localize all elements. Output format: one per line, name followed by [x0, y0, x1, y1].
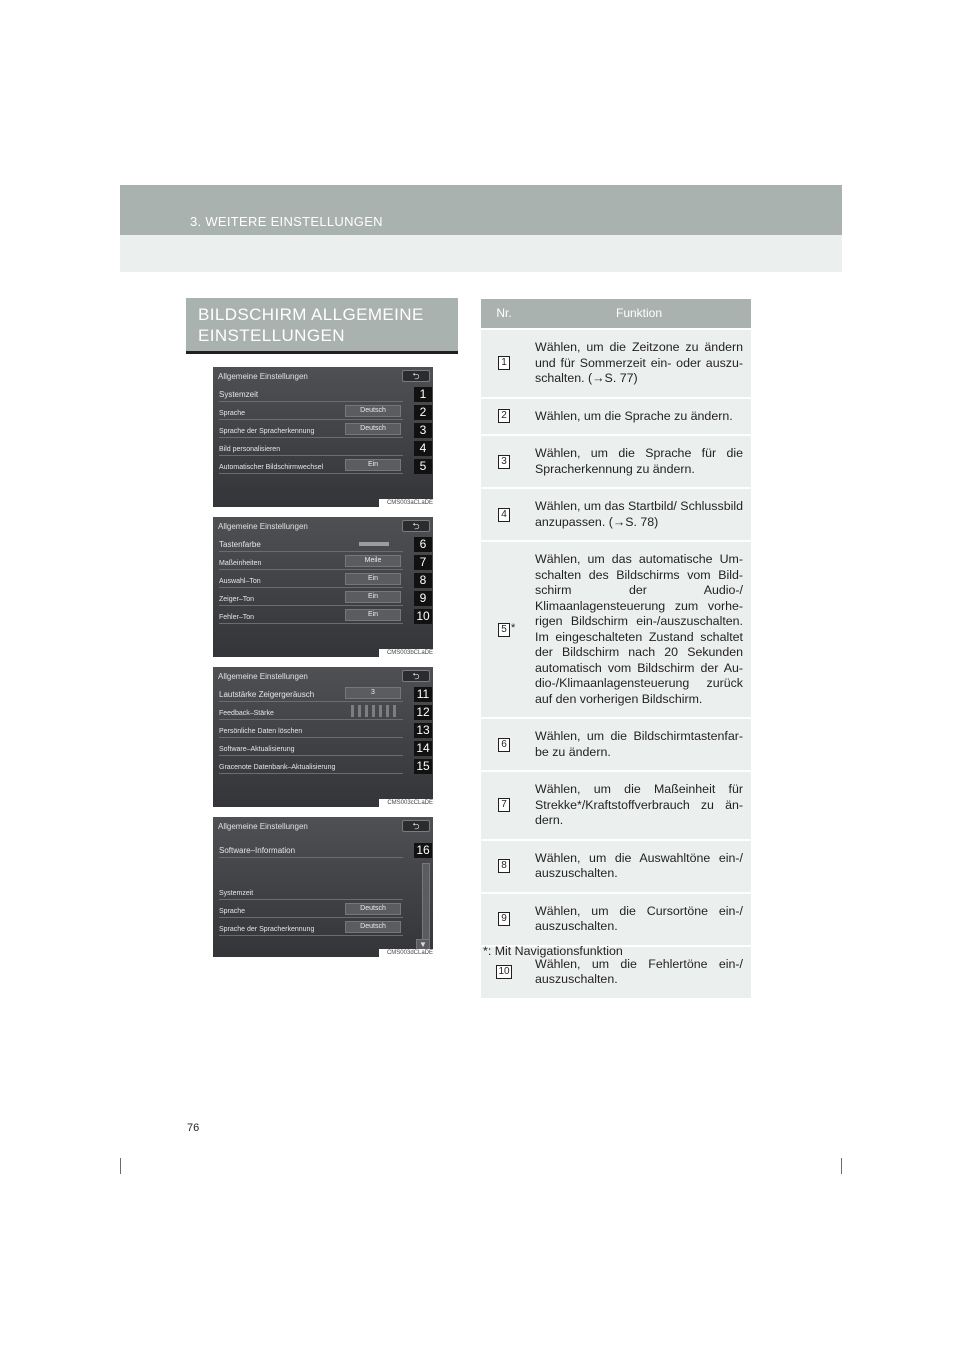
section-heading [186, 298, 458, 354]
function-description: Wählen, um die Cursortöne ein-/ auszuschalten. [535, 903, 743, 933]
screen-row-label: Auswahl–Ton [219, 578, 261, 585]
screen-row-value: Deutsch [345, 423, 401, 435]
section-title-line1: BILDSCHIRM ALLGEMEINE [198, 305, 424, 324]
function-description: Wählen, um die Maßeinheit für Strekke*/Kraftstoffverbrauch zu än-dern. [535, 782, 743, 827]
callout-number: 10 [414, 609, 432, 624]
table-body [481, 328, 751, 998]
screen-row-label: Sprache der Spracherkennung [219, 926, 315, 933]
image-code: CMS003cCLaDE [379, 799, 433, 807]
screen-row [219, 589, 403, 606]
image-code: CMS003aCLaDE [379, 499, 433, 507]
screen-row [219, 721, 403, 738]
footnote: *: Mit Navigationsfunktion [483, 944, 623, 958]
screen-row [219, 757, 403, 774]
screen-row-label: Sprache [219, 908, 246, 915]
image-code: CMS003bCLaDE [379, 649, 433, 657]
screen-row-value: Ein [345, 591, 401, 603]
row-number-cell [481, 399, 527, 435]
screen-row [219, 553, 403, 570]
function-description: Wählen, um das automatische Um-schalten des Bildschirms vom Bild-schirm der Audio-/ Klimaanlagensteuerung zum vorhe-rigen Bildschirm ein-/auszuschalten. Im eingeschalteten Zustand schaltet der Bildschirm nach 20 Sekunden automatisch vom Bildschirm der Au-dio-/Klimaanlagensteuerung zurück auf den vorherigen Bildschirm. [535, 552, 743, 706]
image-code: CMS003dCLaDE [379, 949, 433, 957]
callout-number: 12 [414, 705, 432, 720]
screen-row-value: Deutsch [345, 921, 401, 933]
back-icon: ⮌ [402, 370, 430, 382]
screen-row [219, 403, 403, 420]
callout-number: 4 [414, 441, 432, 456]
callout-number: 9 [414, 591, 432, 606]
screen-row-value: Deutsch [345, 405, 401, 417]
section-title-line2: EINSTELLUNGEN [198, 326, 345, 345]
function-description: Wählen, um die Sprache zu ändern. [535, 408, 733, 423]
callout-number: 13 [414, 723, 432, 738]
screen-row-label: Fehler–Ton [219, 614, 255, 621]
screen-row [219, 901, 403, 918]
callout-number-badge: 10 [498, 966, 510, 977]
row-number-cell [481, 542, 527, 717]
screen-title: Allgemeine Einstellungen [218, 822, 308, 831]
callout-number-badge: 9 [498, 912, 510, 926]
screen-row-label: Maßeinheiten [219, 560, 262, 567]
back-icon: ⮌ [402, 520, 430, 532]
screen-row [219, 883, 403, 900]
settings-screenshot [213, 667, 433, 807]
screen-row-label: Lautstärke Zeigergeräusch [219, 690, 315, 699]
callout-number-badge: 7 [498, 798, 510, 812]
screen-row [219, 385, 403, 402]
settings-screenshot [213, 517, 433, 657]
table-row [481, 770, 751, 839]
row-number-cell [481, 436, 527, 487]
screen-title: Allgemeine Einstellungen [218, 372, 308, 381]
screen-row [219, 421, 403, 438]
screen-row-label: Systemzeit [219, 390, 259, 399]
screen-row-value: Ein [345, 573, 401, 585]
screen-row [219, 571, 403, 588]
callout-number-badge: 8 [498, 859, 510, 873]
callout-number: 16 [414, 843, 432, 858]
screen-row-label: Tastenfarbe [219, 540, 261, 549]
scroll-down-icon: ▼ [416, 939, 430, 951]
page-number: 76 [187, 1122, 200, 1134]
row-number-cell [481, 772, 527, 839]
table-row [481, 717, 751, 770]
callout-number-badge: 1 [498, 356, 510, 370]
color-swatch [359, 542, 389, 546]
back-icon: ⮌ [402, 670, 430, 682]
callout-number: 6 [414, 537, 432, 552]
screen-row-value: Ein [345, 609, 401, 621]
screen-row [219, 535, 403, 552]
row-number-cell [481, 841, 527, 892]
screen-row [219, 739, 403, 756]
screen-row [219, 457, 403, 474]
table-row [481, 892, 751, 945]
callout-number: 14 [414, 741, 432, 756]
callout-number: 2 [414, 405, 432, 420]
screen-row-label: Sprache der Spracherkennung [219, 428, 315, 435]
screen-row-label: Zeiger–Ton [219, 596, 255, 603]
screen-row-value: Meile [345, 555, 401, 567]
screen-row-label: Bild personalisieren [219, 446, 281, 453]
footnote-marker: * [511, 621, 516, 634]
back-icon: ⮌ [402, 820, 430, 832]
screen-row-value: Ein [345, 459, 401, 471]
table-row [481, 540, 751, 717]
callout-number-badge: 3 [498, 455, 510, 469]
callout-number: 5 [414, 459, 432, 474]
callout-number: 3 [414, 423, 432, 438]
screen-row-label: Automatischer Bildschirmwechsel [219, 464, 324, 471]
screen-row [219, 841, 403, 858]
table-row [481, 839, 751, 892]
screen-title: Allgemeine Einstellungen [218, 672, 308, 681]
screen-row-label: Software–Aktualisierung [219, 746, 295, 753]
row-number-cell [481, 330, 527, 397]
screen-row-label: Feedback–Stärke [219, 710, 274, 717]
callout-number: 11 [414, 687, 432, 702]
function-table [481, 299, 751, 998]
function-description: Wählen, um die Zeitzone zu ändern und für Sommerzeit ein- oder auszu-schalten. (→S. 77) [535, 340, 743, 385]
function-description: Wählen, um die Fehlertöne ein-/ auszuschalten. [535, 956, 743, 986]
screen-row [219, 685, 403, 702]
screen-row-label: Gracenote Datenbank–Aktualisierung [219, 764, 336, 771]
callout-number-badge: 2 [498, 409, 510, 423]
screen-row [219, 919, 403, 936]
settings-screenshot [213, 367, 433, 507]
function-description: Wählen, um das Startbild/ Schlussbild anzupassen. (→S. 78) [535, 499, 743, 529]
screen-row [219, 439, 403, 456]
settings-screenshot [213, 817, 433, 957]
screen-row-label: Persönliche Daten löschen [219, 728, 303, 735]
callout-number: 15 [414, 759, 432, 774]
callout-number: 8 [414, 573, 432, 588]
column-header-nr: Nr. [496, 306, 512, 320]
header-subband [120, 235, 842, 272]
strength-scale [351, 705, 399, 717]
table-row [481, 434, 751, 487]
screen-row-label: Systemzeit [219, 890, 254, 897]
screen-row-label: Sprache [219, 410, 246, 417]
callout-number-badge: 6 [498, 738, 510, 752]
screen-row [219, 607, 403, 624]
chapter-title: 3. WEITERE EINSTELLUNGEN [190, 214, 383, 229]
screen-row-label: Software–Information [219, 846, 296, 855]
callout-number-badge: 4 [498, 508, 510, 522]
screen-row [219, 703, 403, 720]
callout-number: 1 [414, 387, 432, 402]
callout-number-badge: 5 [498, 623, 510, 637]
function-description: Wählen, um die Auswahltöne ein-/ auszuschalten. [535, 850, 743, 880]
row-number-cell [481, 489, 527, 540]
table-row [481, 397, 751, 435]
row-number-cell [481, 719, 527, 770]
screen-row-value: 3 [345, 687, 401, 699]
column-header-funktion: Funktion [615, 306, 663, 320]
table-row [481, 328, 751, 397]
function-description: Wählen, um die Sprache für die Spracherkennung zu ändern. [535, 446, 743, 476]
crop-mark [120, 1158, 121, 1174]
table-header [481, 299, 751, 328]
screen-row-value: Deutsch [345, 903, 401, 915]
callout-number: 7 [414, 555, 432, 570]
table-row [481, 487, 751, 540]
crop-mark [841, 1158, 842, 1174]
row-number-cell [481, 894, 527, 945]
function-description: Wählen, um die Bildschirmtastenfar-be zu ändern. [535, 729, 743, 759]
screen-title: Allgemeine Einstellungen [218, 522, 308, 531]
